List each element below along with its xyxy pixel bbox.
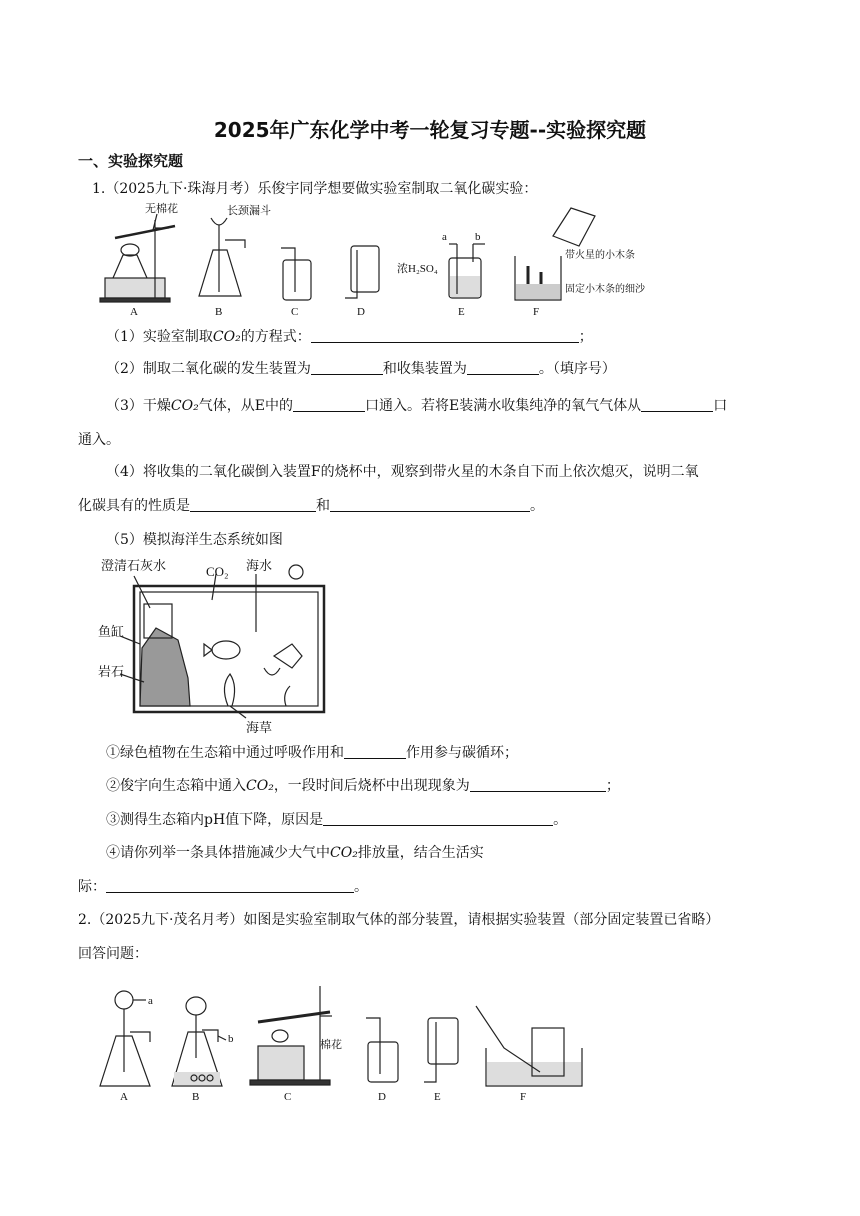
q1-part3-cont: 通入。 <box>78 432 120 448</box>
q2-stem-cont: 回答问题： <box>78 946 148 962</box>
label-c: C <box>291 306 299 318</box>
answer-blank-photosynthesis[interactable] <box>344 744 406 759</box>
q2-label-b: B <box>192 1091 200 1103</box>
q1-part5: （5）模拟海洋生态系统如图 <box>106 532 283 548</box>
label-limewater: 澄清石灰水 <box>101 558 167 573</box>
answer-blank-collector[interactable] <box>467 360 539 375</box>
q2-apparatus-e <box>424 1018 458 1103</box>
label-co2: CO₂ <box>206 564 229 579</box>
page-title: 2025年广东化学中考一轮复习专题--实验探究题 <box>213 118 647 142</box>
q2-label-port-b: b <box>228 1033 234 1045</box>
q1-sub4: ④请你列举一条具体措施减少大气中CO₂排放量，结合生活实 <box>106 845 484 861</box>
label-b: B <box>215 306 223 318</box>
q2-label-a: A <box>120 1091 128 1103</box>
apparatus-d <box>345 246 379 318</box>
answer-blank-inlet-o2[interactable] <box>641 397 713 412</box>
apparatus-e <box>397 231 485 318</box>
label-port-a: a <box>442 231 447 243</box>
q1-part4-line1: （4）将收集的二氧化碳倒入装置F的烧杯中，观察到带火星的木条自下而上依次熄灭，说明二氧 <box>106 464 699 480</box>
label-seaweed: 海草 <box>246 720 273 735</box>
answer-blank-property2[interactable] <box>330 497 530 512</box>
label-port-b: b <box>475 231 481 243</box>
q2-apparatus-d <box>366 1018 398 1103</box>
q2-stem: 2.（2025九下·茂名月考）如图是实验室制取气体的部分装置，请根据实验装置（部分固定装置已省略） <box>78 912 720 928</box>
label-e: E <box>458 306 465 318</box>
apparatus-f <box>515 208 646 318</box>
answer-blank-ph-reason[interactable] <box>323 811 553 826</box>
answer-blank-property1[interactable] <box>190 497 316 512</box>
answer-blank-phenomenon[interactable] <box>470 777 606 792</box>
label-f: F <box>533 306 540 318</box>
q1-sub4-cont: 际： 。 <box>78 879 368 895</box>
q2-label-e: E <box>434 1091 441 1103</box>
q2-label-f: F <box>520 1091 527 1103</box>
apparatus-b <box>199 203 271 318</box>
q2-label-port-a: a <box>148 995 153 1007</box>
q1-part4-line2: 化碳具有的性质是 和 。 <box>78 498 544 514</box>
q1-sub3: ③测得生态箱内pH值下降，原因是 。 <box>106 812 568 828</box>
label-a: A <box>130 306 138 318</box>
q2-label-cotton: 棉花 <box>320 1039 342 1051</box>
label-no-cotton: 无棉花 <box>145 203 178 215</box>
apparatus-a <box>100 201 178 318</box>
q1-stem: 1.（2025九下·珠海月考）乐俊宇同学想要做实验室制取二氧化碳实验： <box>92 181 538 197</box>
q2-apparatus-c <box>250 986 342 1103</box>
answer-blank-measure[interactable] <box>106 878 354 893</box>
q2-apparatus-f <box>476 1006 582 1103</box>
label-rock: 岩石 <box>98 664 125 679</box>
q2-label-c: C <box>284 1091 292 1103</box>
answer-blank-inlet-dry[interactable] <box>293 397 365 412</box>
q2-apparatus-b <box>172 997 234 1103</box>
label-sand: 固定小木条的细沙 <box>565 284 645 295</box>
answer-blank-equation[interactable] <box>311 328 579 343</box>
co2-formula: CO₂ <box>212 329 241 345</box>
q2-apparatus-figure <box>94 982 594 1104</box>
apparatus-c <box>281 248 311 318</box>
label-funnel: 长颈漏斗 <box>227 205 271 217</box>
label-tank: 鱼缸 <box>98 624 125 639</box>
label-conc-acid: 浓H₂SO₄ <box>397 263 438 275</box>
ecosystem-figure <box>96 556 336 736</box>
q1-apparatus-figure <box>95 200 695 318</box>
q1-part2: （2）制取二氧化碳的发生装置为 和收集装置为 。（填序号） <box>106 361 616 377</box>
q1-sub1: ①绿色植物在生态箱中通过呼吸作用和 作用参与碳循环； <box>106 745 518 761</box>
q2-apparatus-a <box>100 991 153 1103</box>
q2-label-d: D <box>378 1091 386 1103</box>
section-heading: 一、实验探究题 <box>78 152 184 170</box>
q1-part1: （1）实验室制取CO₂的方程式： ； <box>106 329 593 345</box>
answer-blank-generator[interactable] <box>311 360 383 375</box>
q1-part3: （3）干燥CO₂气体，从E中的 口通入。若将E装满水收集纯净的氧气气体从 口 <box>106 398 728 414</box>
label-seawater: 海水 <box>246 558 273 573</box>
label-d: D <box>357 306 365 318</box>
q1-sub2: ②俊宇向生态箱中通入CO₂，一段时间后烧杯中出现现象为 ； <box>106 778 620 794</box>
label-splint: 带火星的小木条 <box>565 250 635 261</box>
